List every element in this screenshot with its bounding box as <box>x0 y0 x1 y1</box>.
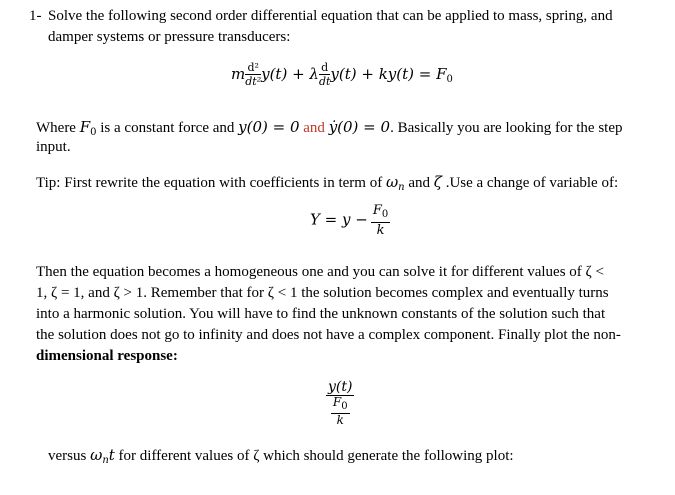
second-derivative-fraction: $\frac{\text{d²}}{\text{dt²}}$ <box>245 61 262 88</box>
response-inner-fraction: $\frac{F_0}{k}$ <box>332 395 348 427</box>
where-line-2: input. <box>36 139 71 155</box>
nondimensional-response: $\frac{y(t)}{\frac{F_0}{k}}$ <box>328 379 353 427</box>
problem-number: 1- <box>29 8 42 24</box>
then-line-3: into a harmonic solution. You will have to find the unknown constants of the solution such that <box>36 306 606 322</box>
versus-line: versus $\omega_nt$ for different values of ζ which should generate the following plot: <box>48 446 514 466</box>
where-line-1: Where $F_0$ is a constant force and y(0) = 0 and ẏ(0) = 0. Basically you are looking for the step <box>36 118 623 138</box>
then-line-5: dimensional response: <box>36 348 178 364</box>
main-equation: m $\frac{\text{d²}}{\text{dt²}}$ y(t) + λ $\frac{d}{dt}$ $y(t) + ky(t) = F_0$ <box>231 61 453 88</box>
first-derivative-fraction: $\frac{d}{dt}$ <box>318 61 331 88</box>
change-of-variable: Y = y − $\frac{F_0}{k}$ <box>310 203 389 238</box>
F0-over-k-fraction: $\frac{F_0}{k}$ <box>372 203 389 238</box>
then-line-2: 1, ζ = 1, and ζ > 1. Remember that for ζ < 1 the solution becomes complex and eventually turns <box>36 285 609 301</box>
then-line-1: Then the equation becomes a homogeneous one and you can solve it for different values of ζ < <box>36 264 604 280</box>
intro-line-2: damper systems or pressure transducers: <box>48 29 291 45</box>
tip-line: Tip: First rewrite the equation with coefficients in term of $\omega_n$ and ζ .Use a change of variable of: <box>36 173 619 193</box>
intro-line-1: Solve the following second order differential equation that can be applied to mass, spring, and <box>48 8 613 24</box>
then-line-4: the solution does not go to infinity and does not have a complex component. Finally plot the non- <box>36 327 621 343</box>
